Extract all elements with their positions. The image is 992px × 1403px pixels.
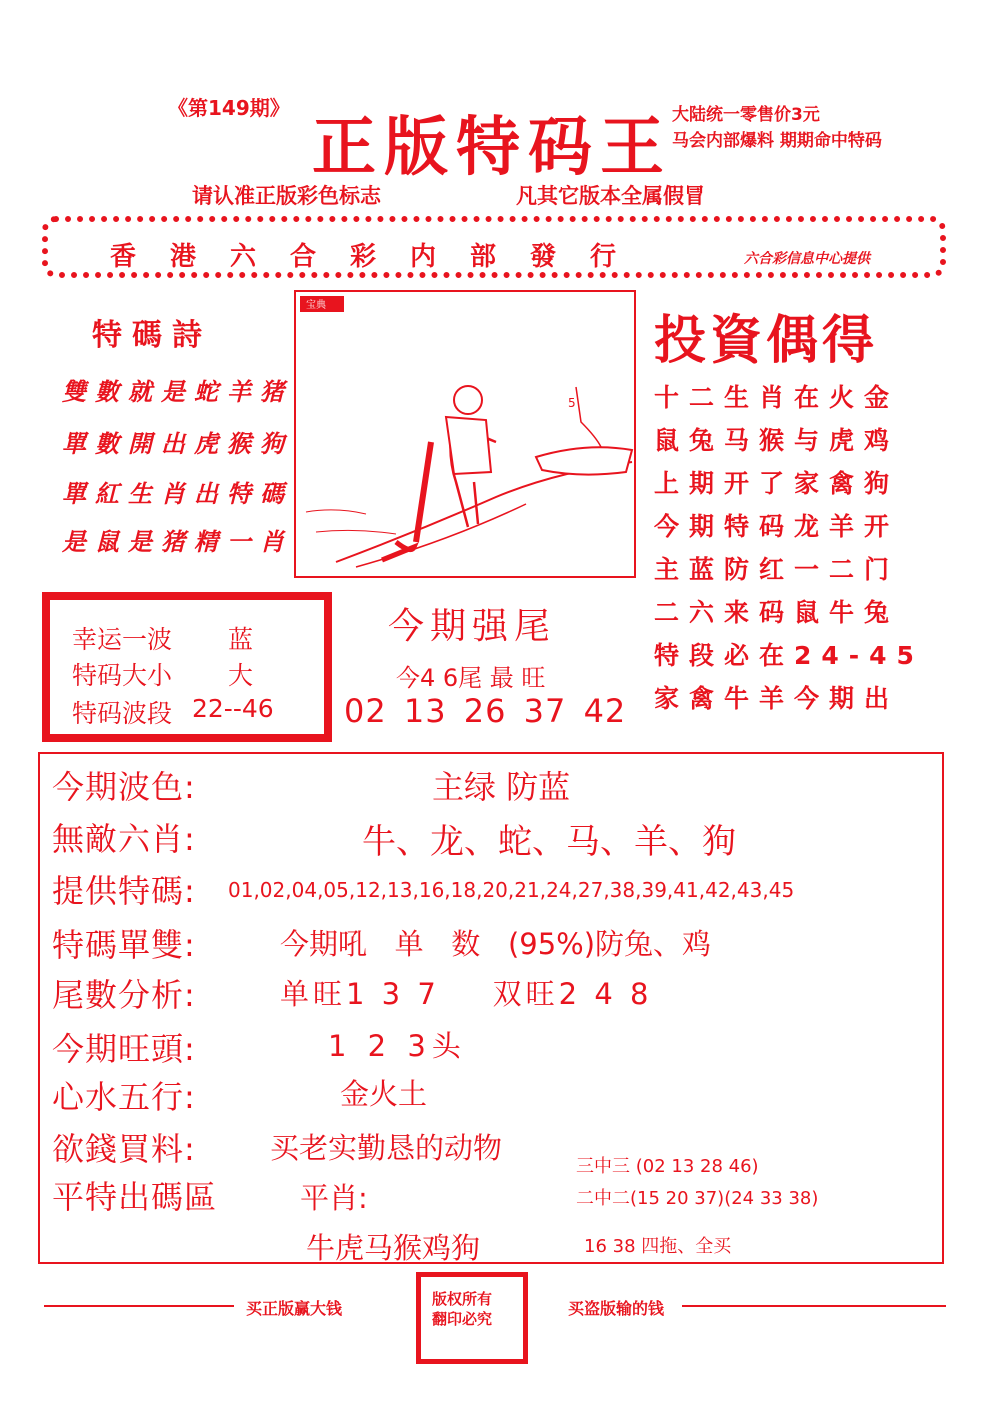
poem-line: 雙數就是蛇羊猪 [62,377,293,406]
fisherman-drawing [296,292,634,576]
lucky-value: 大 [228,661,254,690]
invest-line: 家禽牛羊今期出 [654,684,900,713]
footer-divider-right [682,1305,946,1307]
poem-title: 特碼詩 [92,318,212,353]
lucky-label: 幸运一波 [72,625,173,654]
svg-text:5: 5 [568,396,576,410]
buy-label: 欲錢買料: [52,1130,196,1168]
footer-right-text: 买盗版输的钱 [568,1299,665,1318]
banner-sub-text: 六合彩信息中心提供 [744,251,870,267]
tail-label: 尾數分析: [52,976,196,1014]
invest-line: 主蓝防红一二门 [654,555,900,584]
copyright-line: 翻印必究 [432,1310,493,1328]
strong-tail-numbers: 02 13 26 37 42 [344,692,627,730]
strong-tail-title: 今期强尾 [388,606,557,647]
banner-main-text: 香港六合彩内部發行 [110,242,651,272]
poem-line: 單紅生肖出特碼 [62,479,293,508]
lucky-label: 特码大小 [72,661,173,690]
invest-line: 上期开了家禽狗 [654,469,900,498]
wave-value: 主绿 防蓝 [432,768,571,806]
special-value: 01,02,04,05,12,13,16,18,20,21,24,27,38,39,41,42,43,45 [228,878,795,902]
flat-zodiac-label: 平肖: [300,1181,368,1215]
odd-even-value: 今期吼 单 数 (95%)防兔、鸡 [280,927,712,961]
notice-right: 凡其它版本全属假冒 [516,184,705,208]
strong-tail-sub: 今4 6尾 最 旺 [396,664,546,692]
price-text: 大陆统一零售价3元 [672,105,820,125]
six-zodiac-label: 無敵六肖: [52,820,196,858]
tagline-text: 马会内部爆料 期期命中特码 [672,131,882,151]
lucky-value: 蓝 [228,625,254,654]
buy-value: 买老实勤恳的动物 [270,1131,503,1165]
invest-line: 鼠兔马猴与虎鸡 [654,426,900,455]
stamp-text: 宝典 [306,300,326,311]
page-title: 正版特码王 [312,110,672,185]
tail-value: 单旺1 3 7 双旺2 4 8 [280,977,653,1011]
lucky-value: 22--46 [192,694,274,723]
footer-divider-left [44,1305,234,1307]
footer-left-text: 买正版赢大钱 [246,1299,343,1318]
poem-line: 是鼠是猪精一肖 [62,527,293,556]
element-value: 金火土 [340,1077,428,1111]
flat-label: 平特出碼區 [52,1178,218,1216]
odd-even-label: 特碼單雙: [52,926,196,964]
invest-line: 特段必在24-45 [654,641,924,670]
issue-number: 《第149期》 [168,96,290,120]
four-drag: 16 38 四拖、全买 [584,1236,732,1257]
three-in-three: 三中三 (02 13 28 46) [576,1156,759,1177]
poem-line: 單數開出虎猴狗 [62,429,293,458]
lucky-label: 特码波段 [72,699,173,728]
invest-title: 投資偶得 [654,310,879,371]
copyright-line: 版权所有 [432,1290,493,1308]
notice-left: 请认准正版彩色标志 [192,184,381,208]
element-label: 心水五行: [52,1078,196,1116]
flat-zodiac-value: 牛虎马猴鸡狗 [306,1231,481,1265]
six-zodiac-value: 牛、龙、蛇、马、羊、狗 [362,822,736,862]
invest-line: 十二生肖在火金 [654,383,900,412]
head-value: 1 2 3头 [328,1029,467,1063]
two-in-two: 二中二(15 20 37)(24 33 38) [576,1188,819,1209]
invest-line: 今期特码龙羊开 [654,512,900,541]
fisherman-illustration [294,290,636,578]
wave-label: 今期波色: [52,768,196,806]
head-label: 今期旺頭: [52,1030,196,1068]
invest-line: 二六来码鼠牛兔 [654,598,900,627]
special-label: 提供特碼: [52,872,196,910]
